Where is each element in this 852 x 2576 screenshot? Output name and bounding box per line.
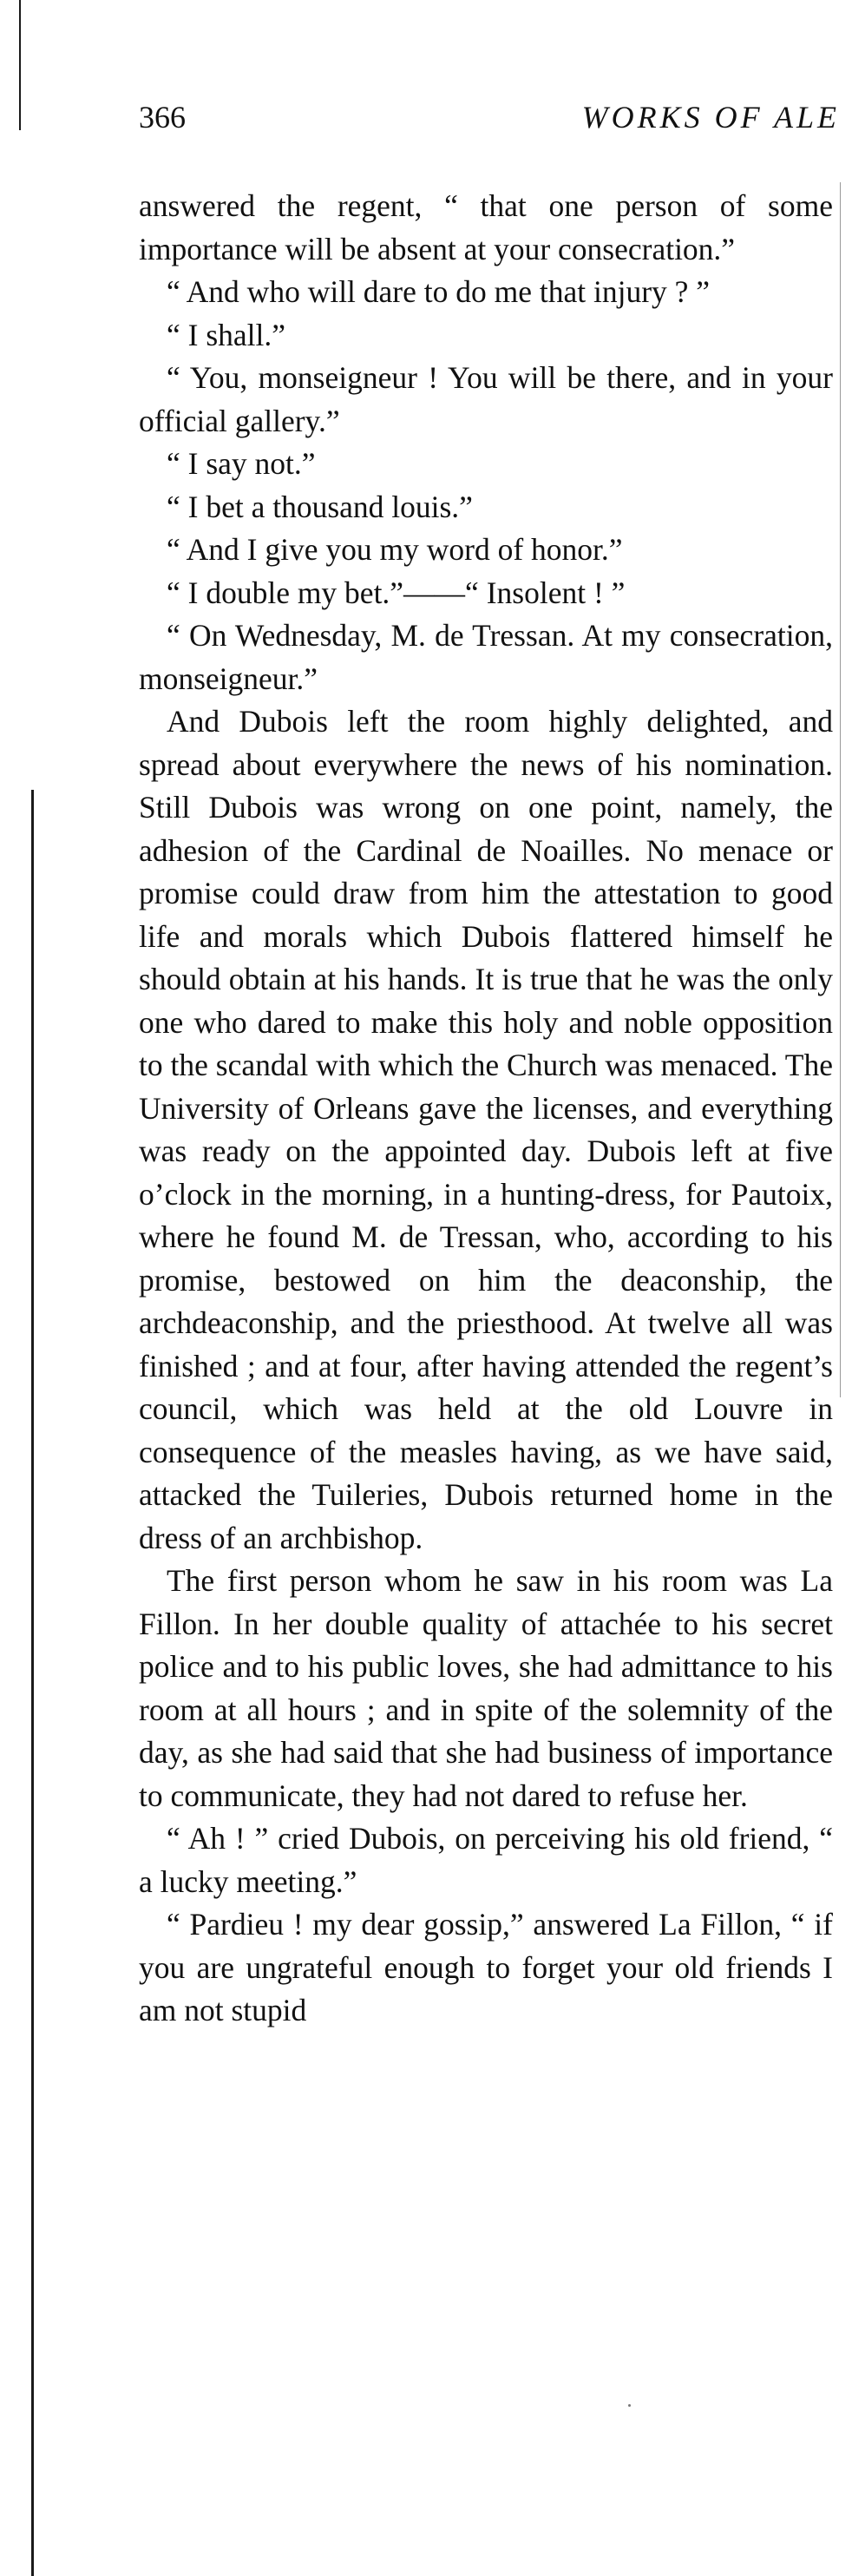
paragraph: “ And who will dare to do me that injury ? ” <box>167 274 711 309</box>
paragraph: “ I double my bet.”——“ Insolent ! ” <box>167 575 626 610</box>
paragraph: The first person whom he saw in his room was La Fillon. In her double quality of attachée to his secret police and to his public loves, she had admittance to his room at all hours ; and in spite of the solemnity of the day, as she had said that she had business of importance to communicate, they had not dared to refuse her. <box>139 1563 833 1813</box>
paragraph: “ And I give you my word of honor.” <box>167 532 623 567</box>
paragraph: answered the regent, “ that one person of some importance will be absent at your consecration.” <box>139 188 833 266</box>
paragraph: “ I say not.” <box>167 446 316 481</box>
scan-edge-line-top <box>19 0 21 130</box>
paragraph: “ I shall.” <box>167 317 286 352</box>
paragraph: “ You, monseigneur ! You will be there, and in your official gallery.” <box>139 360 833 438</box>
page-number: 366 <box>139 100 186 135</box>
running-title: WORKS OF ALE <box>581 100 840 135</box>
scan-edge-line-left <box>31 790 34 2576</box>
body-text <box>139 185 833 2033</box>
paragraph: “ Ah ! ” cried Dubois, on perceiving his old friend, “ a lucky meeting.” <box>139 1821 833 1899</box>
scan-speck <box>628 2404 631 2407</box>
paragraph: And Dubois left the room highly delighted, and spread about everywhere the news of his nomination. Still Dubois was wrong on one point, namely, the adhesion of the Cardinal de Noailles. No menace or promise could draw from him the attestation to good life and morals which Dubois flattered himself he should obtain at his hands. It is true that he was the only one who dared to make this holy and noble opposition to the scandal with which the Church was menaced. The University of Orleans gave the licenses, and everything was ready on the appointed day. Dubois left at five o’clock in the morning, in a hunting-dress, for Pautoix, where he found M. de Tressan, who, according to his promise, bestowed on him the deaconship, the archdeaconship, and the priesthood. At twelve all was finished ; and at four, after having attended the regent’s council, which was held at the old Louvre in consequence of the measles having, as we have said, attacked the Tuileries, Dubois returned home in the dress of an archbishop. <box>139 704 833 1555</box>
page-header <box>139 95 843 139</box>
paragraph: “ Pardieu ! my dear gossip,” answered La Fillon, “ if you are ungrateful enough to forget your old friends I am not stupid <box>139 1907 833 2027</box>
paragraph: “ I bet a thousand louis.” <box>167 489 473 524</box>
scan-edge-line-right <box>840 182 841 1397</box>
paragraph: “ On Wednesday, M. de Tressan. At my consecration, monseigneur.” <box>139 618 833 696</box>
